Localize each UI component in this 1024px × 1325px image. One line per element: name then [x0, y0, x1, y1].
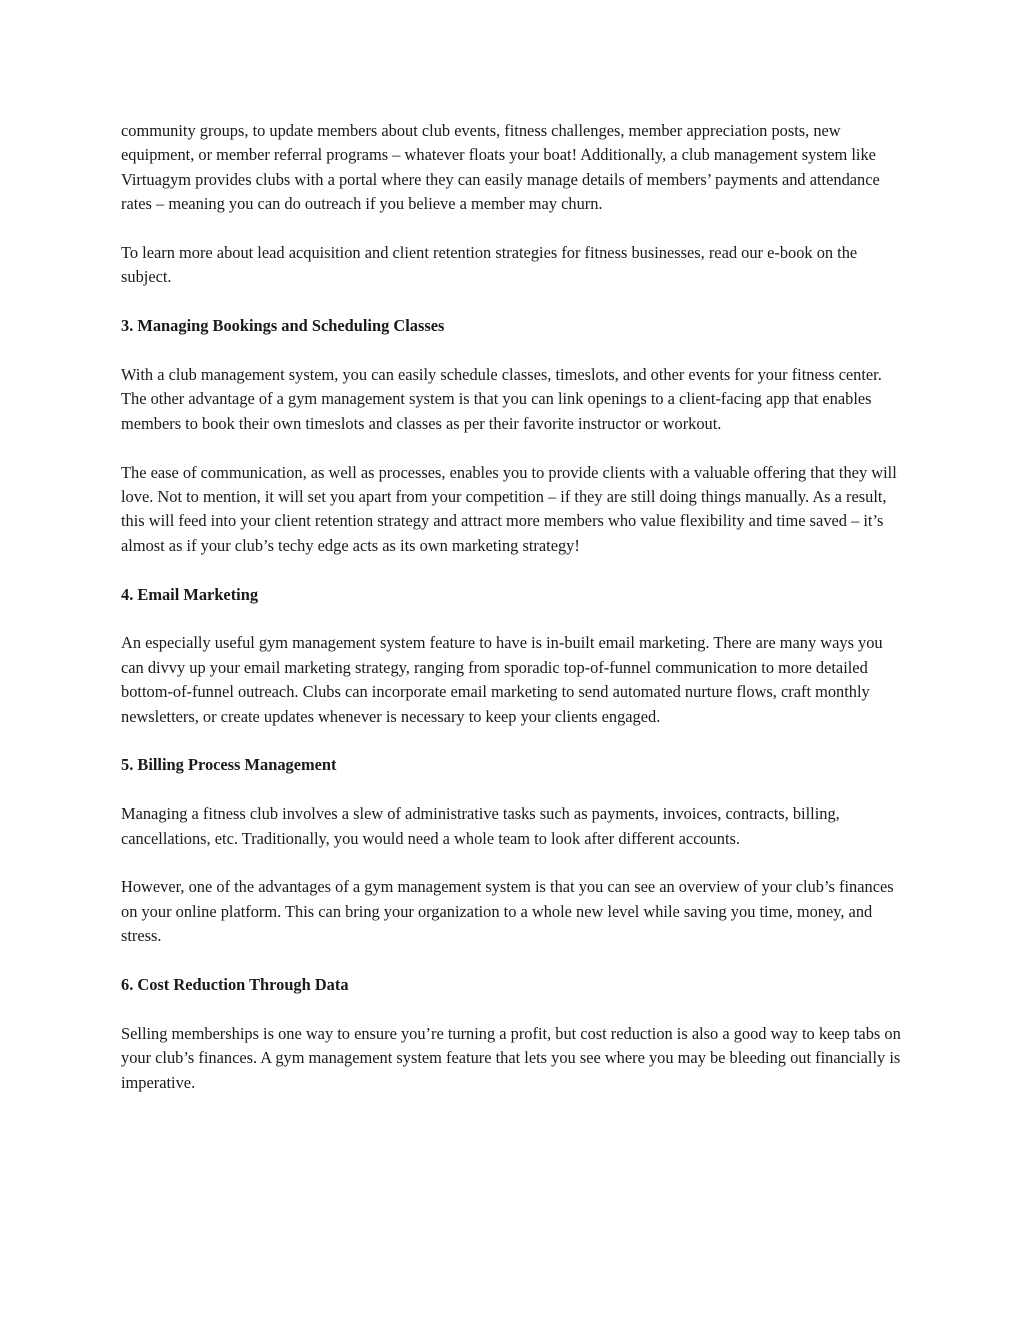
paragraph-scheduling: With a club management system, you can easily schedule classes, timeslots, and other events for your fitness center. The other advantage of a gym management system is that you can link openings to a client-facing app that enables members to book their own timeslots and classes as per their favorite instructor or workout.	[121, 365, 882, 433]
heading-cost-reduction: 6. Cost Reduction Through Data	[121, 975, 349, 995]
paragraph-finances-overview: However, one of the advantages of a gym management system is that you can see an overview of your club’s finances on your online platform. This can bring your organization to a whole new level while saving you time, money, and stress.	[121, 877, 894, 946]
paragraph-learn-more: To learn more about lead acquisition and client retention strategies for fitness businesses, read our e-book on the subject.	[121, 243, 858, 287]
paragraph-selling-memberships: Selling memberships is one way to ensure you’re turning a profit, but cost reduction is also a good way to keep tabs on your club’s finances. A gym management system feature that lets you see where you may be bleeding out financially is imperative.	[121, 1023, 901, 1092]
paragraph-email-marketing: An especially useful gym management system feature to have is in-built email marketing. There are many ways you can divvy up your email marketing strategy, ranging from sporadic top-of-funnel communication to more detailed bottom-of-funnel outreach. Clubs can incorporate email marketing to send automated nurture flows, craft monthly newsletters, or create updates whenever is necessary to keep your clients engaged.	[121, 633, 883, 726]
heading-billing-process: 5. Billing Process Management	[121, 755, 337, 775]
paragraph-community-groups: community groups, to update members about club events, fitness challenges, member appreciation posts, new equipment, or member referral programs – whatever floats your boat! Additionally, a club management system like Virtuagym provides clubs with a portal where they can easily manage details of members’ payments and attendance rates – meaning you can do outreach if you believe a member may churn.	[121, 121, 880, 214]
heading-email-marketing: 4. Email Marketing	[121, 584, 259, 604]
document-page	[121, 119, 905, 1119]
paragraph-billing-tasks: Managing a fitness club involves a slew of administrative tasks such as payments, invoices, contracts, billing, cancellations, etc. Traditionally, you would need a whole team to look after different accounts.	[121, 804, 840, 848]
heading-managing-bookings: 3. Managing Bookings and Scheduling Classes	[121, 316, 445, 336]
paragraph-ease-of-communication: The ease of communication, as well as processes, enables you to provide clients with a valuable offering that they will love. Not to mention, it will set you apart from your competition – if they are still doing things manually. As a result, this will feed into your client retention strategy and attract more members who value flexibility and time saved – it’s almost as if your club’s techy edge acts as its own marketing strategy!	[121, 462, 897, 555]
